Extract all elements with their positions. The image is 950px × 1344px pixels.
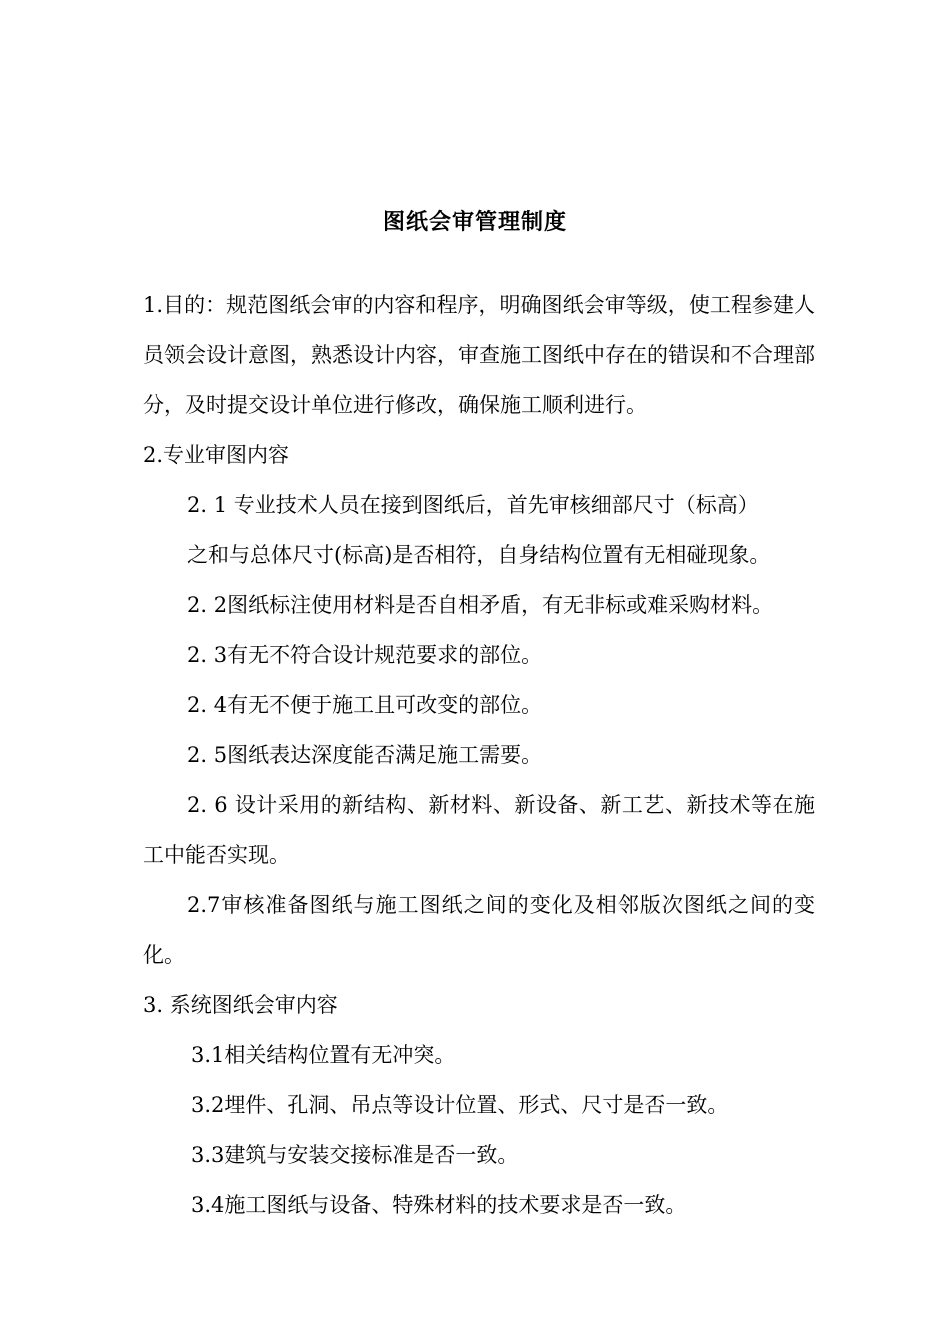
- item-2-3: 2. 3有无不符合设计规范要求的部位。: [187, 643, 543, 667]
- item-2-2: 2. 2图纸标注使用材料是否自相矛盾，有无非标或难采购材料。: [187, 593, 774, 617]
- item-3-3: 3.3建筑与安装交接标准是否一致。: [191, 1143, 519, 1167]
- page-title: 图纸会审管理制度: [382, 210, 567, 235]
- item-2-4: 2. 4有无不便于施工且可改变的部位。: [187, 693, 543, 717]
- item-2-1: 2. 1 专业技术人员在接到图纸后，首先审核细部尺寸（标高）: [187, 493, 759, 517]
- item-3-2: 3.2埋件、孔洞、吊点等设计位置、形式、尺寸是否一致。: [191, 1093, 729, 1117]
- item-2-6: 2. 6 设计采用的新结构、新材料、新设备、新工艺、新技术等在施工中能否实现。: [143, 793, 815, 867]
- item-3-4: 3.4施工图纸与设备、特殊材料的技术要求是否一致。: [191, 1193, 687, 1217]
- item-2-5: 2. 5图纸表达深度能否满足施工需要。: [187, 743, 543, 767]
- document-body: [143, 280, 815, 1230]
- item-2-1-continued: 之和与总体尺寸(标高)是否相符，自身结构位置有无相碰现象。: [187, 543, 771, 567]
- item-3-1: 3.1相关结构位置有无冲突。: [191, 1043, 456, 1067]
- section-heading-3: 3. 系统图纸会审内容: [143, 993, 338, 1017]
- section-heading-2: 2.专业审图内容: [143, 443, 290, 467]
- paragraph-purpose: 1.目的：规范图纸会审的内容和程序，明确图纸会审等级，使工程参建人员领会设计意图，熟悉设计内容，审查施工图纸中存在的错误和不合理部分，及时提交设计单位进行修改，确保施工顺利进行。: [143, 293, 815, 417]
- item-2-7: 2.7审核准备图纸与施工图纸之间的变化及相邻版次图纸之间的变化。: [143, 893, 815, 967]
